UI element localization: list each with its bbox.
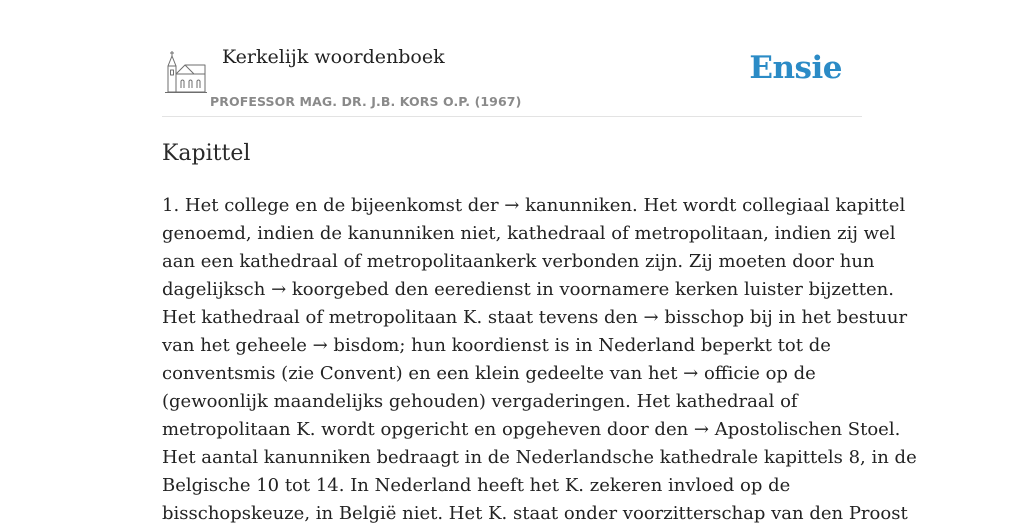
entry-line: dagelijksch → koorgebed den eeredienst in voornamere kerken luister bijzetten. xyxy=(162,279,894,300)
brand-logo[interactable]: Ensie xyxy=(749,50,842,86)
entry-title: Kapittel xyxy=(162,141,251,166)
entry-line: Belgische 10 tot 14. In Nederland heeft het K. zekeren invloed op de xyxy=(162,475,791,496)
entry-line: Het aantal kanunniken bedraagt in de Nederlandsche kathedrale kapittels 8, in de xyxy=(162,447,917,468)
entry-line: conventsmis (zie Convent) en een klein gedeelte van het → officie op de xyxy=(162,363,816,384)
entry-line: van het geheele → bisdom; hun koordienst is in Nederland beperkt tot de xyxy=(162,335,831,356)
entry-line: Het kathedraal of metropolitaan K. staat tevens den → bisschop bij in het bestuur xyxy=(162,307,908,328)
entry-line: 1. Het college en de bijeenkomst der → kanunniken. Het wordt collegiaal kapittel xyxy=(162,195,906,216)
dictionary-header xyxy=(162,40,862,117)
entry-line: bisschopskeuze, in België niet. Het K. staat onder voorzitterschap van den Proost xyxy=(162,503,908,524)
book-title[interactable]: Kerkelijk woordenboek xyxy=(222,46,445,68)
entry-body xyxy=(162,192,917,528)
entry-line: aan een kathedraal of metropolitaankerk verbonden zijn. Zij moeten door hun xyxy=(162,251,875,272)
church-icon xyxy=(165,50,207,94)
book-author: PROFESSOR MAG. DR. J.B. KORS O.P. (1967) xyxy=(210,94,522,109)
entry-line: (gewoonlijk maandelijks gehouden) vergaderingen. Het kathedraal of xyxy=(162,391,798,412)
entry-line: metropolitaan K. wordt opgericht en opgeheven door den → Apostolischen Stoel. xyxy=(162,419,901,440)
entry-line: genoemd, indien de kanunniken niet, kathedraal of metropolitaan, indien zij wel xyxy=(162,223,896,244)
